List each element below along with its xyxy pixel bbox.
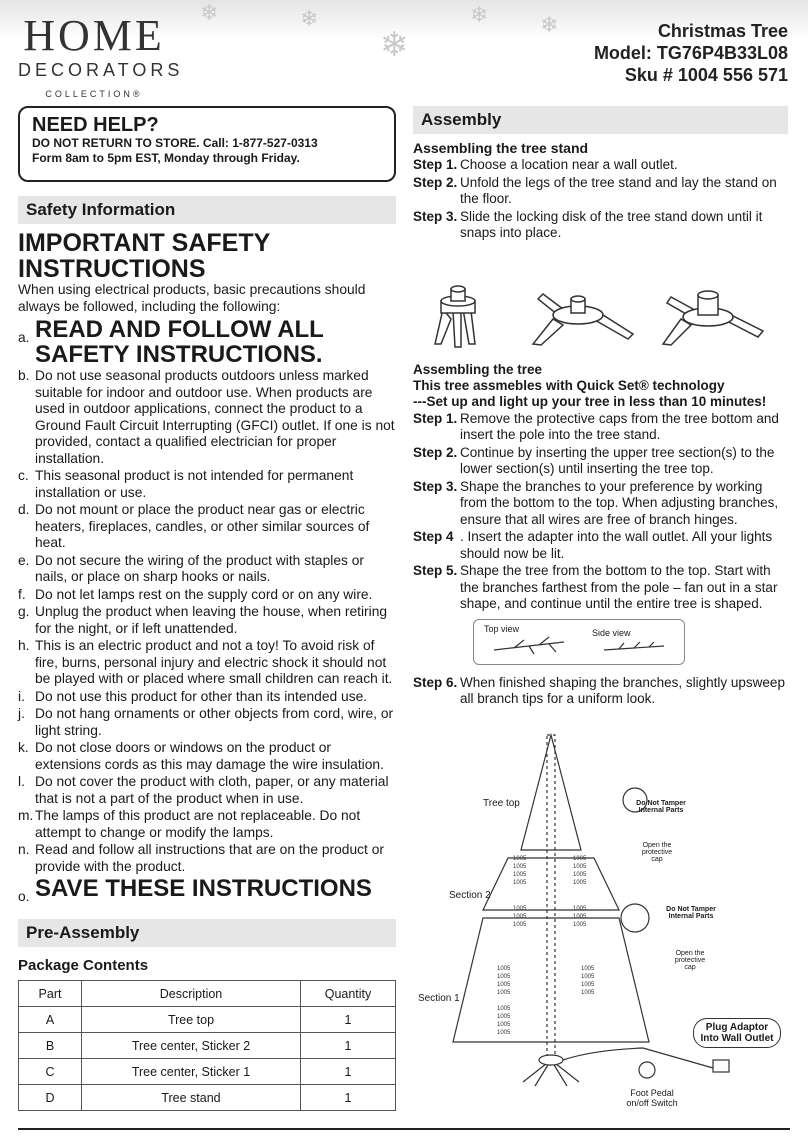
stand-illustration: [413, 249, 788, 349]
svg-text:1005: 1005: [497, 974, 511, 980]
safety-intro: When using electrical products, basic precautions should always be followed, including the following:: [18, 282, 366, 314]
step-item: Step 2. Continue by inserting the upper tree section(s) to the lower section(s) until inserting the tree top.: [413, 444, 775, 476]
safety-item: n. Read and follow all instructions that are on the product or provide with the product.: [18, 842, 384, 874]
side-view-label: Side view: [592, 627, 631, 638]
svg-text:1005: 1005: [497, 966, 511, 972]
svg-text:1005: 1005: [497, 1030, 511, 1036]
snowflake-icon: ❄: [540, 12, 559, 37]
top-view-label: Top view: [484, 623, 520, 634]
logo-decorators: DECORATORS: [18, 60, 184, 80]
safety-item: k. Do not close doors or windows on the product or extensions cords as this may damage the wire insulation.: [18, 740, 384, 772]
svg-text:1005: 1005: [581, 966, 595, 972]
svg-text:1005: 1005: [573, 922, 587, 928]
safety-item: a. READ AND FOLLOW ALL SAFETY INSTRUCTIONS.: [18, 316, 324, 368]
product-header: [594, 20, 788, 86]
safety-item: o. SAVE THESE INSTRUCTIONS: [18, 875, 372, 904]
svg-text:1005: 1005: [573, 872, 587, 878]
svg-text:1005: 1005: [497, 1006, 511, 1012]
step-item: Step 2. Unfold the legs of the tree stand and lay the stand on the floor.: [413, 174, 777, 206]
svg-text:1005: 1005: [513, 880, 527, 886]
sku-number: Sku # 1004 556 571: [624, 65, 788, 85]
package-contents-title: Package Contents: [18, 957, 149, 974]
safety-item: f. Do not let lamps rest on the supply cord or on any wire.: [18, 586, 373, 602]
safety-item: j. Do not hang ornaments or other objects from cord, wire, or light string.: [18, 706, 394, 738]
table-row: A Tree top 1: [19, 1007, 396, 1033]
section-header-safety: Safety Information: [18, 196, 396, 224]
svg-text:1005: 1005: [513, 864, 527, 870]
svg-text:1005: 1005: [497, 982, 511, 988]
svg-text:1005: 1005: [573, 856, 587, 862]
stand-steps: [413, 157, 788, 242]
setup-note: ---Set up and light up your tree in less than 10 minutes!: [413, 393, 767, 409]
model-number: Model: TG76P4B33L08: [593, 43, 788, 63]
help-box: [18, 106, 396, 182]
tamper-warning-label: Do Not Tamper Internal Parts: [636, 800, 686, 814]
svg-text:1005: 1005: [581, 990, 595, 996]
svg-text:1005: 1005: [513, 922, 527, 928]
logo-collection: COLLECTION®: [45, 89, 143, 99]
safety-item: l. Do not cover the product with cloth, paper, or any material that is not a part of the product when in use.: [18, 774, 389, 806]
quickset-note: This tree assmebles with Quick Set® technology: [413, 377, 725, 393]
svg-text:1005: 1005: [513, 914, 527, 920]
logo-home: HOME: [23, 11, 165, 60]
svg-text:1005: 1005: [513, 856, 527, 862]
product-name: Christmas Tree: [657, 21, 788, 41]
help-title: NEED HELP?: [32, 114, 159, 136]
protective-cap-label: Open the protective cap: [641, 842, 673, 863]
step-item: Step 3. Slide the locking disk of the tree stand down until it snaps into place.: [413, 208, 763, 240]
tree-title: Assembling the tree: [413, 361, 543, 377]
column-header: Quantity: [301, 981, 396, 1007]
foot-pedal-label: Foot Pedal on/off Switch: [626, 1088, 678, 1108]
step-item: Step 1. Remove the protective caps from the tree bottom and insert the pole into the tree stand.: [413, 410, 779, 442]
step-item: Step 6. When finished shaping the branches, slightly upsweep all branch tips for a uniform look.: [413, 674, 785, 706]
step-item: Step 4 . Insert the adapter into the wall outlet. All your lights should now be lit.: [413, 529, 773, 561]
svg-text:1005: 1005: [573, 864, 587, 870]
svg-text:1005: 1005: [497, 990, 511, 996]
snowflake-icon: ❄: [380, 26, 409, 64]
safety-item: c. This seasonal product is not intended for permanent installation or use.: [18, 468, 354, 500]
table-row: D Tree stand 1: [19, 1085, 396, 1111]
svg-text:1005: 1005: [497, 1014, 511, 1020]
branch-views-figure: [473, 619, 685, 665]
table-header-row: [19, 981, 396, 1007]
section-header-preassembly: Pre-Assembly: [18, 919, 396, 947]
snowflake-icon: ❄: [200, 0, 219, 25]
safety-item: i. Do not use this product for other than its intended use.: [18, 688, 368, 704]
svg-text:1005: 1005: [573, 880, 587, 886]
section-two-label: Section 2: [449, 890, 491, 901]
left-column: [18, 106, 396, 1111]
brand-logo: [18, 11, 184, 99]
safety-item: e. Do not secure the wiring of the product with staples or nails, or place on sharp hooks or nails.: [18, 552, 364, 584]
package-contents-table: [18, 980, 396, 1111]
table-row: C Tree center, Sticker 1 1: [19, 1059, 396, 1085]
help-hours-line: Form 8am to 5pm EST, Monday through Friday.: [32, 151, 300, 165]
column-header: Part: [19, 981, 82, 1007]
snowflake-icon: ❄: [300, 6, 319, 31]
right-column: [413, 106, 788, 709]
safety-item: h. This is an electric product and not a toy! To avoid risk of fire, burns, personal injury and electric shock it should not be played with or placed where small children can reach it.: [18, 638, 393, 686]
safety-item: m. The lamps of this product are not replaceable. Do not attempt to change or modify the lamps.: [18, 808, 361, 840]
svg-text:1005: 1005: [513, 906, 527, 912]
section-one-label: Section 1: [418, 993, 460, 1004]
safety-item: d. Do not mount or place the product near gas or electric heaters, fireplaces, candles, or other similar sources of heat.: [18, 502, 370, 550]
safety-heading: IMPORTANT SAFETY INSTRUCTIONS: [18, 229, 270, 283]
help-phone-line: DO NOT RETURN TO STORE. Call: 1-877-527-0313: [32, 136, 318, 150]
safety-item: g. Unplug the product when leaving the house, when retiring for the night, or if left unattended.: [18, 604, 388, 636]
column-header: Description: [82, 981, 301, 1007]
tree-top-label: Tree top: [483, 798, 520, 809]
section-header-assembly: Assembly: [413, 106, 788, 134]
svg-text:1005: 1005: [573, 914, 587, 920]
stand-title: Assembling the tree stand: [413, 140, 589, 156]
svg-text:1005: 1005: [513, 872, 527, 878]
branch-icon: [474, 620, 684, 664]
step-six: [413, 675, 788, 708]
tamper-warning-label: Do Not Tamper Internal Parts: [666, 906, 716, 920]
bottom-rule: [18, 1128, 790, 1130]
svg-text:1005: 1005: [581, 974, 595, 980]
svg-text:1005: 1005: [573, 906, 587, 912]
step-item: Step 3. Shape the branches to your preference by working from the bottom to the top. When adjusting branches, ensure that all wires are free of branch hinges.: [413, 478, 779, 527]
table-row: B Tree center, Sticker 2 1: [19, 1033, 396, 1059]
tree-steps: [413, 411, 788, 613]
snowflake-icon: ❄: [470, 2, 489, 27]
safety-item: b. Do not use seasonal products outdoors unless marked suitable for indoor and outdoor use. When products are used in outdoor applications, connect the product to a Ground Fault Circuit Interrupting (GFCI) outlet. If one is not provided, contact a qualified electrician for proper installation.: [18, 368, 395, 466]
safety-list: [18, 317, 396, 909]
protective-cap-label: Open the protective cap: [674, 950, 706, 971]
plug-adaptor-label: Plug Adaptor Into Wall Outlet: [693, 1018, 781, 1048]
step-item: Step 5. Shape the tree from the bottom to the top. Start with the branches farthest from the pole – fan out in a star shape, and continue until the entire tree is shaped.: [413, 563, 778, 611]
svg-text:1005: 1005: [497, 1022, 511, 1028]
svg-text:1005: 1005: [581, 982, 595, 988]
step-item: Step 1. Choose a location near a wall outlet.: [413, 157, 678, 172]
